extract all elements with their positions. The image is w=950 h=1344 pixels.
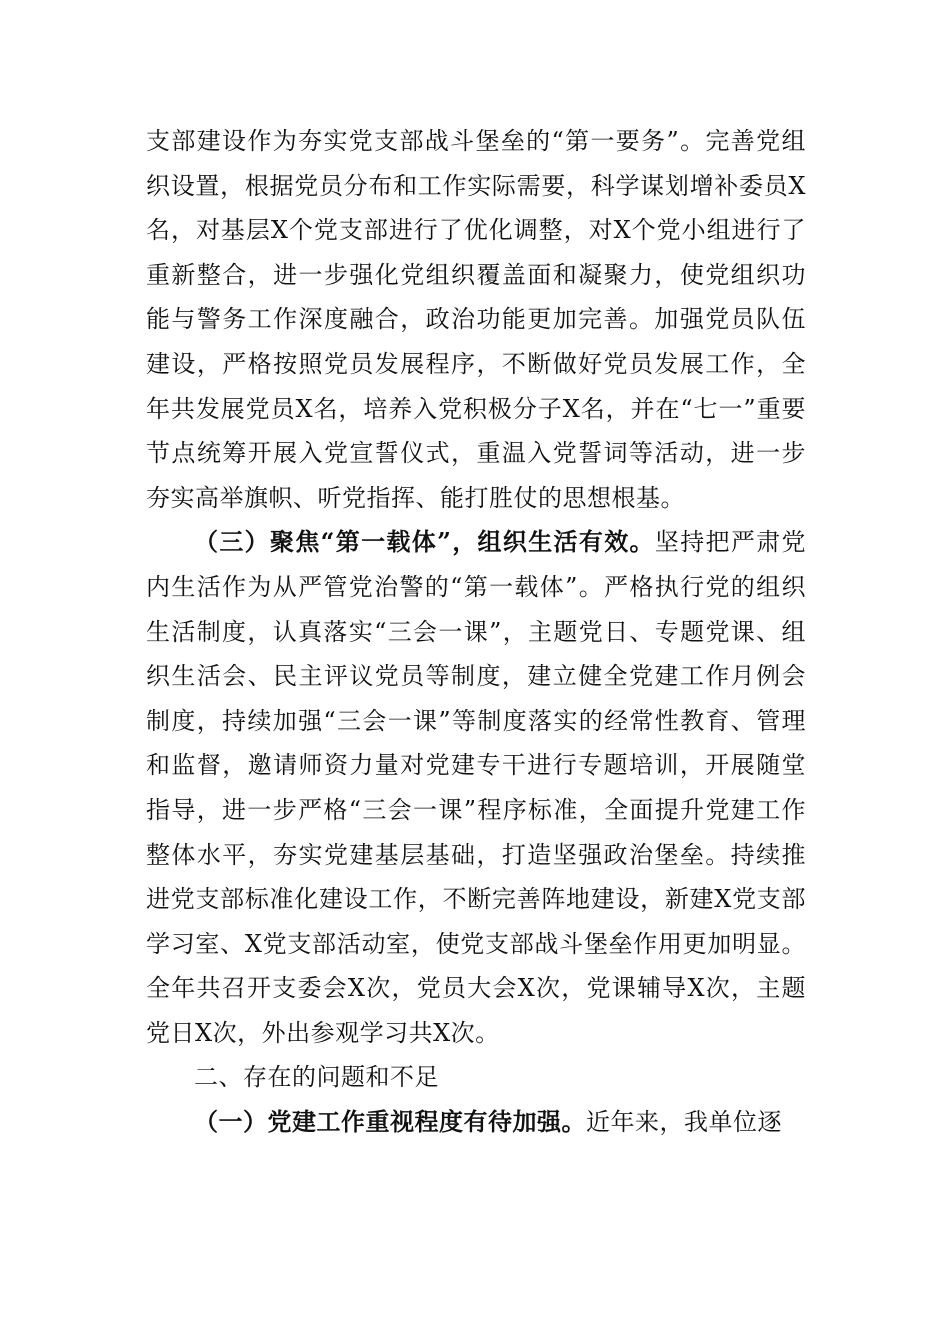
paragraph-text: 近年来，我单位逐	[586, 1108, 782, 1137]
document-body	[146, 119, 806, 1145]
paragraph-text: 支部建设作为夯实党支部战斗堡垒的“第一要务”。完善党组织设置，根据党员分布和工作实际需要，科学谋划增补委员X名，对基层X个党支部进行了优化调整，对X个党小组进行了重新整合，进一步强化党组织覆盖面和凝聚力，使党组织功能与警务工作深度融合，政治功能更加完善。加强党员队伍建设，严格按照党员发展程序，不断做好党员发展工作，全年共发展党员X名，培养入党积极分子X名，并在“七一”重要节点统筹开展入党宣誓仪式，重温入党誓词等活动，进一步夯实高举旗帜、听党指挥、能打胜仗的思想根基。	[146, 127, 806, 512]
section-three-lead: （三）聚焦“第一载体”，组织生活有效。	[194, 527, 655, 557]
problem-one-lead: （一）党建工作重视程度有待加强。	[194, 1107, 586, 1137]
paragraph-section-three	[146, 520, 806, 1055]
paragraph-text: 坚持把严肃党内生活作为从严管党治警的“第一载体”。严格执行党的组织生活制度，认真落实“三会一课”，主题党日、专题党课、组织生活会、民主评议党员等制度，建立健全党建工作月例会制度，持续加强“三会一课”等制度落实的经常性教育、管理和监督，邀请师资力量对党建专干进行专题培训，开展随堂指导，进一步严格“三会一课”程序标准，全面提升党建工作整体水平，夯实党建基层基础，打造坚强政治堡垒。持续推进党支部标准化建设工作，不断完善阵地建设，新建X党支部学习室、X党支部活动室，使党支部战斗堡垒作用更加明显。全年共召开支委会X次，党员大会X次，党课辅导X次，主题党日X次，外出参观学习共X次。	[146, 528, 807, 1047]
paragraph-continued	[146, 119, 806, 520]
section-heading-problems: 二、存在的问题和不足	[194, 1063, 439, 1092]
paragraph-problem-one	[146, 1100, 806, 1145]
